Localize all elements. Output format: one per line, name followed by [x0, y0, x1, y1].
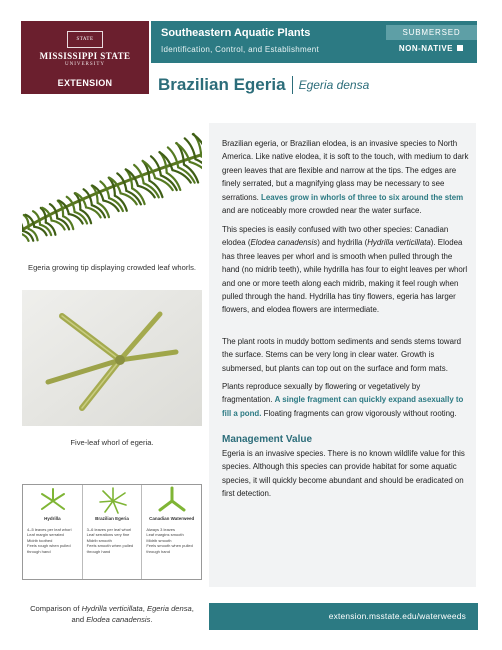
- text: ) and hydrilla (: [317, 238, 368, 248]
- note: Midrib smooth: [86, 537, 112, 543]
- highlight-text: Leaves grow in whorls of three to six around the stem: [261, 192, 464, 202]
- comparison-column-hydrilla: [23, 485, 83, 579]
- comparison-notes: [87, 527, 140, 554]
- text: Floating fragments can grow vigorously without rooting.: [261, 408, 457, 418]
- page-title: [158, 72, 369, 98]
- logo-university-name: MISSISSIPPI STATE: [39, 51, 131, 61]
- submersed-tag: SUBMERSED: [386, 25, 477, 40]
- series-title: Southeastern Aquatic Plants: [161, 27, 311, 39]
- comparison-head: Brazilian Egeria: [95, 516, 129, 521]
- comparison-head: Hydrilla: [44, 516, 61, 521]
- caption-species-comparison: [26, 603, 198, 625]
- species-comparison-figure: [22, 484, 202, 580]
- caption-text: and: [71, 615, 87, 624]
- footer-bar: [209, 603, 478, 630]
- common-name: Brazilian Egeria: [158, 75, 286, 94]
- management-heading: Management Value: [222, 434, 313, 445]
- crest-text: STATE: [76, 37, 94, 42]
- comparison-head: Canadian Waterweed: [149, 516, 195, 521]
- paragraph-reproduction: [222, 380, 469, 420]
- text: Plants reproduce sexually by flowering or vegetatively by fragmentation.: [222, 382, 421, 405]
- note: 3–6 leaves per leaf whorl: [86, 527, 132, 532]
- note: Leaf margin serrated: [27, 532, 64, 538]
- description-panel: [209, 123, 476, 587]
- text: Brazilian egeria, or Brazilian elodea, is an invasive species to North America. Like native elodea, it is soft to the touch, with medium to dark green leaves that are flexible and narrow at the tips. The edges are finely serrated, but a magnifying glass may be necessary to see serrations.: [222, 139, 469, 202]
- paragraph-habitat: The plant roots in muddy bottom sediments and sends stems toward the surface. Stems can be very long in clear water. Growth is submersed, but plants can top out on the surface and form mats.: [222, 337, 462, 373]
- caption-species: Hydrilla verticillata: [81, 604, 143, 613]
- comparison-notes: [27, 527, 80, 554]
- text: This species is easily confused with two other species: Canadian elodea (: [222, 225, 449, 248]
- leaf-icon: [201, 156, 202, 175]
- non-native-label: NON-NATIVE: [398, 44, 453, 53]
- leaf-icon: [190, 162, 202, 175]
- note: Feels rough when pulled through hand: [27, 543, 71, 554]
- text: ). Elodea has three leaves per whorl and is smooth when pulled through the hand (no midrib teeth), while hydrilla has four to eight leaves per whorl and one or more teeth along each midrib, making it feel rough when pulled through the hand. Hydrilla has tiny flowers, egeria has larger flowers, and elodea flowers are intermediate.: [222, 238, 468, 315]
- title-divider: [292, 76, 293, 94]
- comparison-notes: [146, 527, 199, 554]
- caption-five-leaf-whorl: Five-leaf whorl of egeria.: [70, 438, 154, 447]
- paragraph-confusion-species: [222, 223, 469, 317]
- growing-tip-photo: [22, 123, 202, 255]
- highlight-text: A single fragment can quickly expand asexually to fill a pond.: [222, 395, 464, 418]
- note: Midrib toothed: [27, 537, 53, 543]
- caption-text: Comparison of: [30, 604, 82, 613]
- caption-text: .: [150, 615, 153, 624]
- leaf-icon: [22, 218, 23, 231]
- caption-species: Elodea canadensis: [86, 615, 151, 624]
- note: Feels smooth when pulled through hand: [146, 543, 193, 554]
- note: Leaf margins smooth: [146, 532, 184, 538]
- leaf-icon: [184, 165, 198, 183]
- non-native-tag: [399, 44, 463, 53]
- leaf-whorl-photo: [22, 290, 202, 426]
- leaf-icon: [178, 167, 194, 182]
- caption-growing-tip: Egeria growing tip displaying crowded leaf whorls.: [28, 263, 196, 272]
- comparison-column-egeria: [83, 485, 143, 579]
- species-italic: Hydrilla verticillata: [367, 238, 431, 248]
- caption-species: Egeria densa: [147, 604, 192, 613]
- logo-university-word: UNIVERSITY: [65, 62, 105, 67]
- note: Always 3 leaves: [146, 527, 176, 532]
- note: 4–5 leaves per leaf whorl: [27, 527, 72, 532]
- footer-url-link[interactable]: extension.msstate.edu/waterweeds: [328, 611, 466, 621]
- paragraph-management: Egeria is an invasive species. There is no known wildlife value for this species. Although this species can provide habitat for some aquatic species, it will quickly become abundant and should be eradicated on first detection.: [222, 449, 465, 499]
- leaf-icon: [22, 233, 29, 241]
- note: Leaf serrations very fine: [86, 532, 130, 538]
- msu-extension-logo: [21, 21, 149, 94]
- comparison-column-elodea: [142, 485, 201, 579]
- square-icon: [457, 45, 463, 51]
- msu-crest-icon: [67, 31, 103, 48]
- paragraph-description: [222, 137, 469, 217]
- caption-text: ,: [191, 604, 194, 613]
- note: Midrib smooth: [146, 537, 172, 543]
- text: and are noticeably more crowded near the water surface.: [222, 206, 422, 216]
- caption-text: ,: [142, 604, 148, 613]
- series-subtitle: Identification, Control, and Establishment: [161, 45, 320, 54]
- species-italic: Elodea canadensis: [250, 238, 318, 248]
- scientific-name: Egeria densa: [298, 78, 370, 92]
- note: Feels smooth when pulled through hand: [86, 543, 134, 554]
- logo-extension: EXTENSION: [57, 78, 113, 88]
